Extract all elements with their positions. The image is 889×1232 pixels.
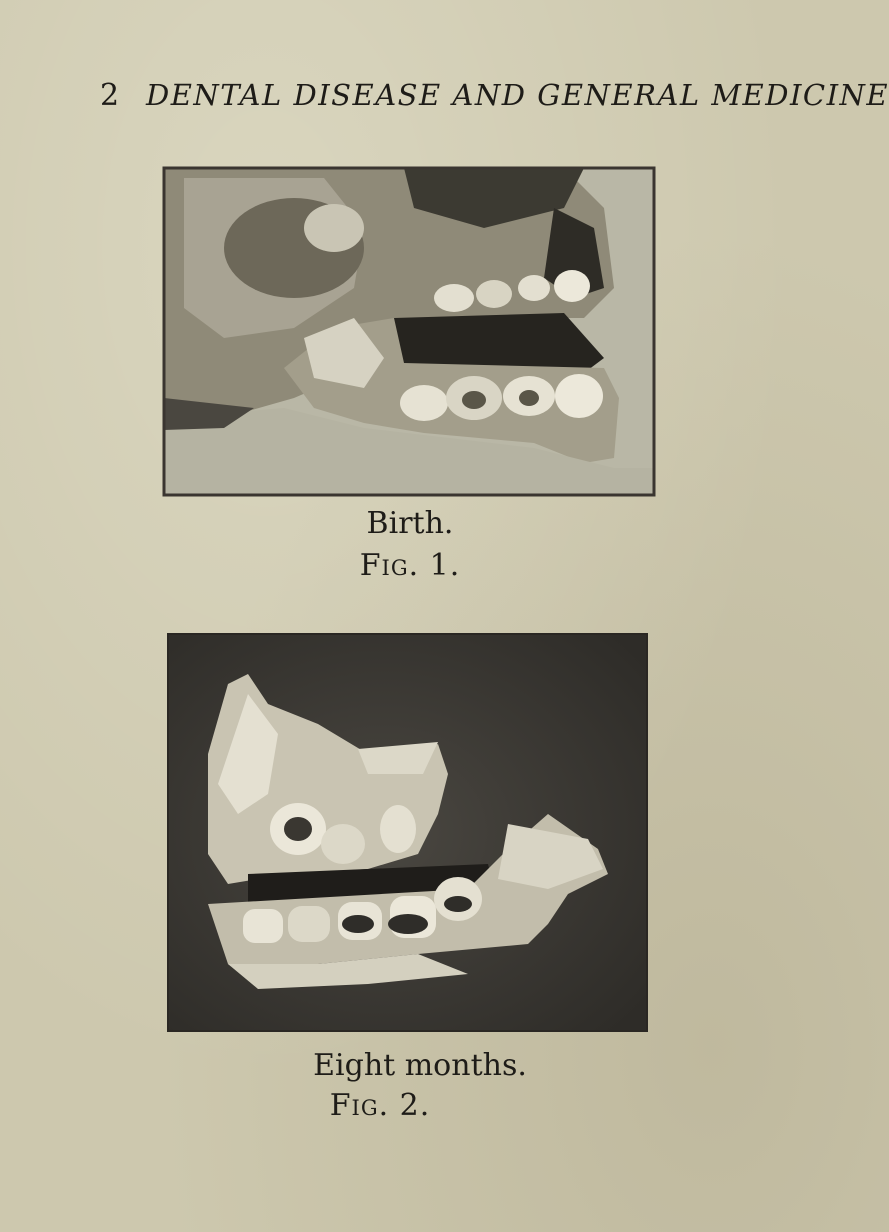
figure-1-caption: Birth. [366,506,454,541]
figure-2-caption: Eight months. [313,1048,527,1083]
figure-2-photo [168,634,647,1031]
figure-1-label: Fig. 1. [359,548,461,583]
figure-1-photo [164,168,654,495]
running-title: DENTAL DISEASE AND GENERAL MEDICINE [146,78,889,112]
figure-2-label: Fig. 2. [329,1088,431,1123]
running-header [0,78,889,118]
page-number: 2 [100,78,120,113]
